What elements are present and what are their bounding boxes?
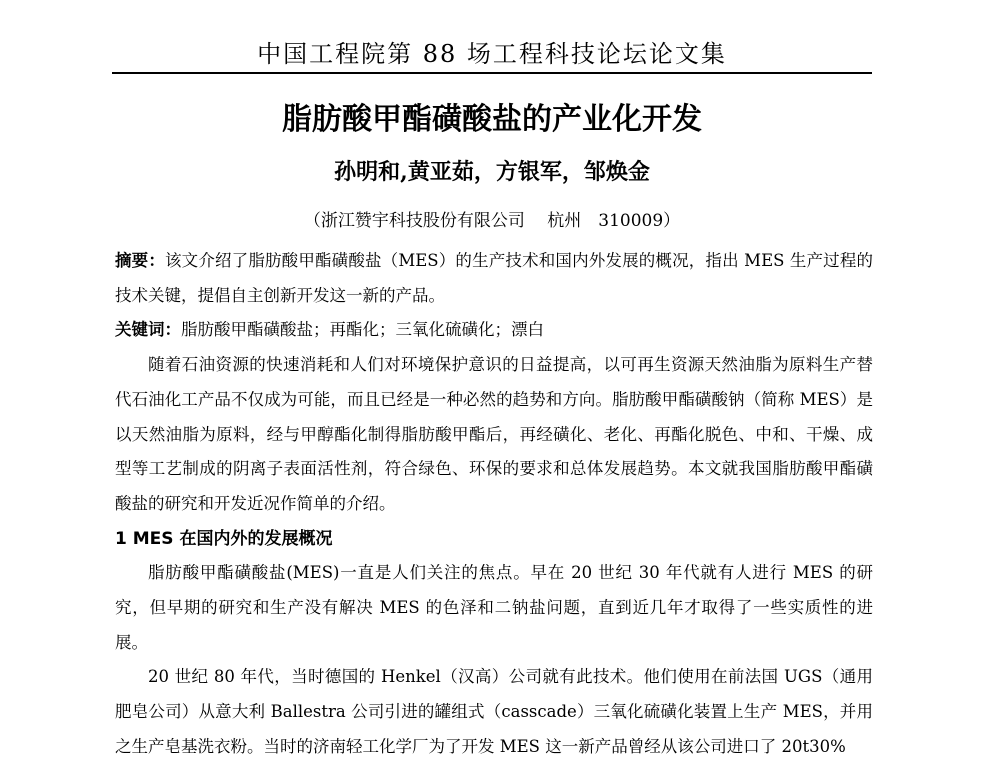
abstract (115, 244, 873, 313)
abstract-label: 摘要： (115, 251, 166, 270)
abstract-text: 该文介绍了脂肪酸甲酯磺酸盐（MES）的生产技术和国内外发展的概况，指出 MES 生产过程的技术关键，提倡自主创新开发这一新的产品。 (115, 251, 874, 305)
section-1-paragraph-2: 20 世纪 80 年代，当时德国的 Henkel（汉高）公司就有此技术。他们使用在前法国 UGS（通用肥皂公司）从意大利 Ballestra 公司引进的罐组式（casscade）三氧化硫磺化装置上生产 MES，并用之生产皂基洗衣粉。当时的济南轻工化学厂为了开发 MES 这一新产品曾经从该公司进口了 20t30% (115, 667, 873, 756)
paper-authors: 孙明和,黄亚茹，方银军，邹焕金 (334, 159, 650, 185)
keywords-label: 关键词： (115, 320, 181, 340)
section-1-heading: 1 MES 在国内外的发展概况 (115, 528, 333, 549)
paper-affiliation: （浙江赞宇科技股份有限公司 杭州 310009） (303, 211, 681, 231)
journal-header: 中国工程院第 88 场工程科技论坛论文集 (257, 40, 727, 68)
section-1-paragraph-1: 脂肪酸甲酯磺酸盐(MES)一直是人们关注的焦点。早在 20 世纪 30 年代就有人进行 MES 的研究，但早期的研究和生产没有解决 MES 的色泽和二钠盐问题，直到近几年才取得了一些实质性的进展。 (115, 563, 873, 652)
keywords-text: 脂肪酸甲酯磺酸盐；再酯化；三氧化硫磺化；漂白 (181, 320, 544, 340)
intro-paragraph: 随着石油资源的快速消耗和人们对环境保护意识的日益提高，以可再生资源天然油脂为原料生产替代石油化工产品不仅成为可能，而且已经是一种必然的趋势和方向。脂肪酸甲酯磺酸钠（简称 MES）是以天然油脂为原料，经与甲醇酯化制得脂肪酸甲酯后，再经磺化、老化、再酯化脱色、中和、干燥、成型等工艺制成的阴离子表面活性剂，符合绿色、环保的要求和总体发展趋势。本文就我国脂肪酸甲酯磺酸盐的研究和开发近况作简单的介绍。 (115, 355, 873, 513)
header-divider (112, 72, 872, 74)
paper-title: 脂肪酸甲酯磺酸盐的产业化开发 (282, 102, 702, 137)
keywords (115, 313, 873, 348)
paper-body (115, 244, 873, 765)
